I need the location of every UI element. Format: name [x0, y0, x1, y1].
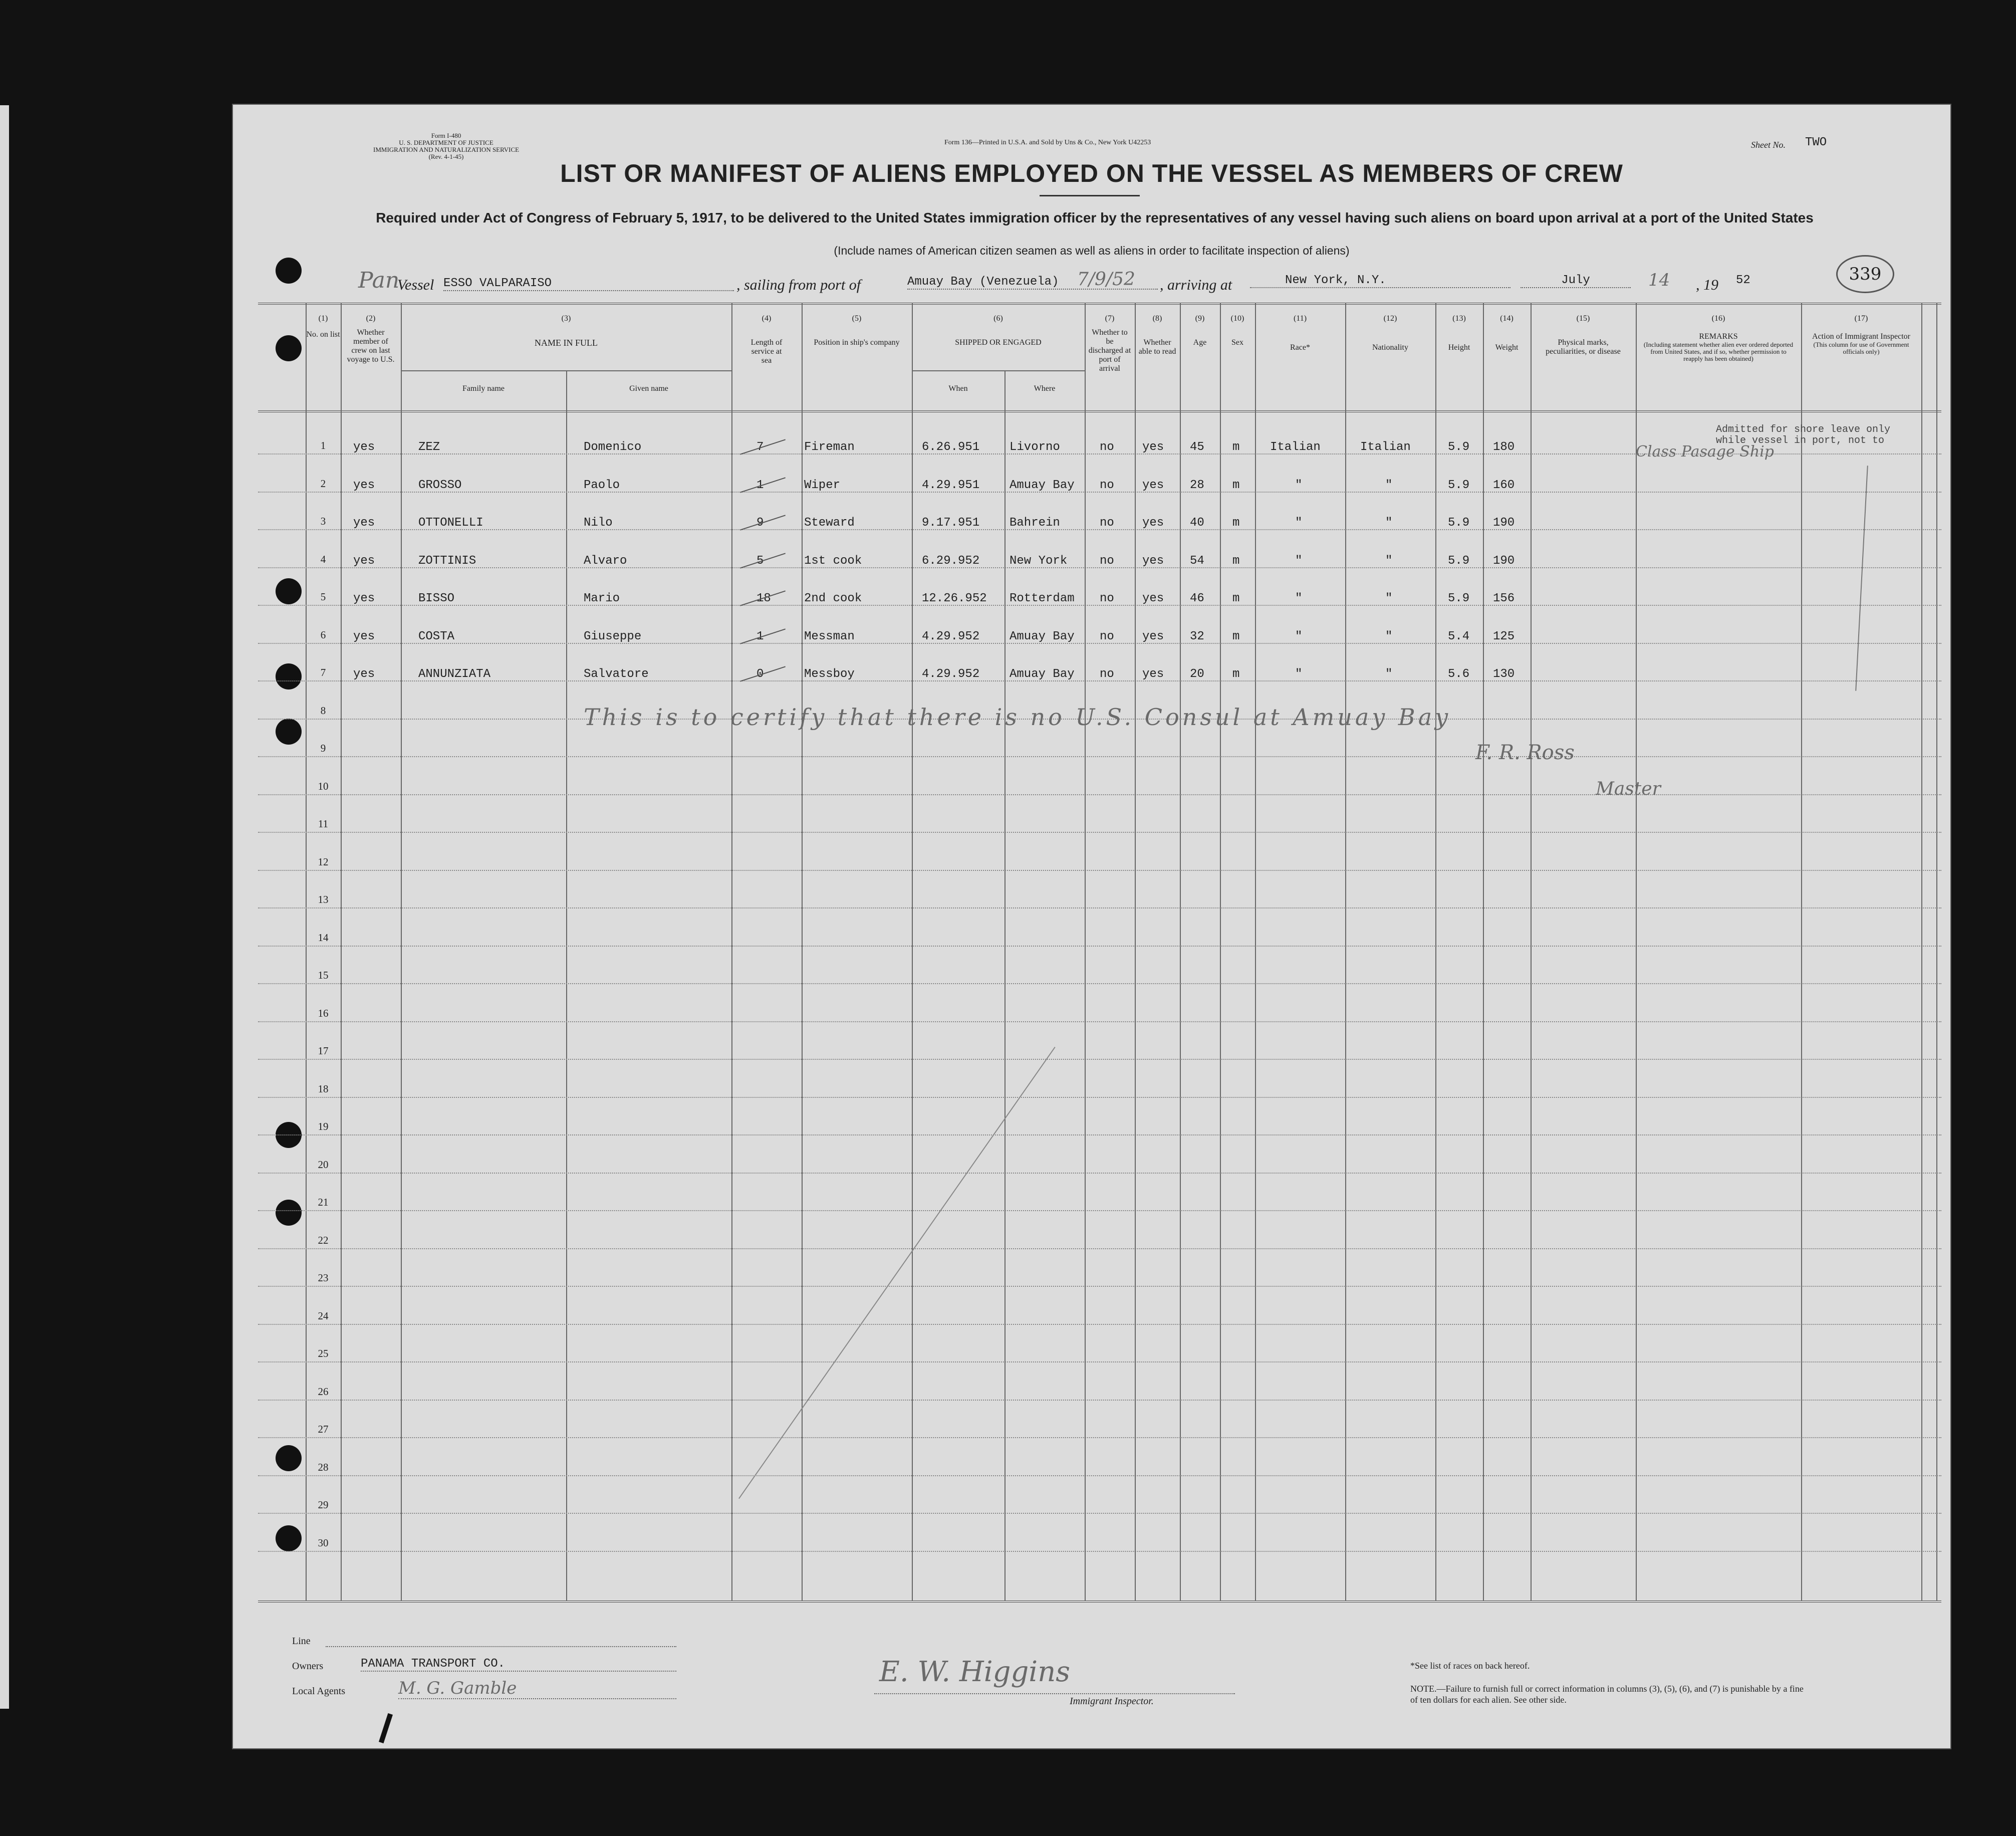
line-number: 19	[318, 1120, 329, 1132]
line-number: 15	[318, 969, 329, 981]
col-10-header: (10) Sex	[1230, 314, 1244, 347]
col-8-header: (8) Whether able to read	[1138, 314, 1176, 356]
line-number: 26	[318, 1385, 329, 1398]
able-to-read-cell: yes	[1142, 554, 1164, 568]
shipped-when-cell: 4.29.952	[922, 667, 980, 681]
table-bottom-border	[258, 1600, 1941, 1602]
footer-agents-value: M. G. Gamble	[398, 1678, 676, 1699]
hand-prefix: Pan	[358, 268, 400, 293]
line-number: 16	[318, 1007, 329, 1019]
service-length-cell: 9	[757, 516, 764, 530]
footer-agents-label: Local Agents	[292, 1686, 346, 1697]
race-cell: "	[1295, 478, 1303, 492]
col-3-family-header: Family name	[462, 384, 505, 393]
height-cell: 5.9	[1448, 554, 1470, 568]
line-number: 20	[318, 1158, 329, 1171]
punch-hole	[276, 1200, 302, 1226]
punch-hole	[276, 258, 302, 284]
position-cell: Fireman	[804, 440, 855, 454]
line-number: 8	[320, 704, 326, 717]
inspector-sign-line	[874, 1693, 1235, 1694]
shipped-when-cell: 6.29.952	[922, 554, 980, 568]
remark-ditto-line	[1855, 466, 1868, 691]
service-length-cell: 7	[757, 440, 764, 454]
arrival-day: 14	[1648, 270, 1670, 290]
printer-line: Form 136—Printed in U.S.A. and Sold by Uns & Co., New York U42253	[944, 139, 1151, 146]
line-number: 5	[320, 591, 326, 603]
page-title: LIST OR MANIFEST OF ALIENS EMPLOYED ON THE VESSEL AS MEMBERS OF CREW	[560, 159, 1623, 187]
sailing-label: , sailing from port of	[736, 277, 861, 293]
shipped-where-cell: Amuay Bay	[1010, 667, 1075, 681]
ink-mark	[379, 1713, 393, 1743]
family-name-cell: ZOTTINIS	[418, 554, 476, 568]
shipped-where-cell: Bahrein	[1010, 516, 1060, 530]
shipped-when-cell: 12.26.952	[922, 592, 987, 605]
remark-stamp: Admitted for shore leave only while vessel in port, not to	[1716, 424, 1891, 446]
certify-hand: This is to certify that there is no U.S. Consul at Amuay Bay	[584, 704, 1451, 731]
nationality-cell: "	[1385, 516, 1393, 530]
line-number: 6	[320, 628, 326, 641]
col-5-header: (5) Position in ship's company	[814, 314, 900, 347]
row-rule	[258, 1324, 1941, 1325]
race-cell: "	[1295, 629, 1303, 643]
row-rule	[258, 1286, 1941, 1287]
col-12-header: (12) Nationality	[1372, 314, 1408, 352]
member-last-voyage-cell: yes	[353, 629, 375, 643]
arrival-month: July	[1521, 274, 1631, 288]
weight-cell: 130	[1493, 667, 1515, 681]
nationality-cell: "	[1385, 554, 1393, 568]
sailing-date: 7/9/52	[1077, 269, 1135, 290]
shipped-where-cell: New York	[1010, 554, 1068, 568]
year-prefix: , 19	[1696, 277, 1718, 293]
diagonal-cancel-line	[738, 1047, 1056, 1499]
member-last-voyage-cell: yes	[353, 516, 375, 530]
col-3-given-header: Given name	[629, 384, 668, 393]
weight-cell: 190	[1493, 554, 1515, 568]
arriving-port: New York, N.Y.	[1250, 274, 1510, 288]
nationality-cell: "	[1385, 592, 1393, 605]
line-number: 29	[318, 1499, 329, 1511]
punch-hole	[276, 1445, 302, 1471]
discharged-cell: no	[1100, 516, 1114, 530]
position-cell: Messman	[804, 629, 855, 643]
family-name-cell: ANNUNZIATA	[418, 667, 491, 681]
shipped-where-cell: Livorno	[1010, 440, 1060, 454]
height-cell: 5.4	[1448, 629, 1470, 643]
row-rule	[258, 983, 1941, 984]
given-name-cell: Domenico	[584, 440, 642, 454]
line-number: 11	[318, 818, 329, 830]
shipped-where-cell: Rotterdam	[1010, 592, 1075, 605]
sheet-number: TWO	[1805, 136, 1827, 149]
family-name-cell: GROSSO	[418, 478, 462, 492]
height-cell: 5.9	[1448, 478, 1470, 492]
age-cell: 28	[1190, 478, 1204, 492]
department: U. S. DEPARTMENT OF JUSTICE	[399, 139, 493, 146]
revision: (Rev. 4-1-45)	[428, 153, 464, 160]
punch-hole	[276, 335, 302, 361]
given-name-cell: Mario	[584, 592, 620, 605]
table-top-border	[258, 303, 1941, 305]
age-cell: 40	[1190, 516, 1204, 530]
sex-cell: m	[1232, 478, 1240, 492]
col-6-where-header: Where	[1034, 384, 1056, 393]
inspector-label: Immigrant Inspector.	[1070, 1696, 1154, 1707]
col-4-header: (4) Length of service at sea	[750, 314, 783, 365]
footer-owners-value: PANAMA TRANSPORT CO.	[361, 1657, 676, 1672]
line-number: 2	[320, 477, 326, 490]
line-number: 10	[318, 780, 329, 792]
member-last-voyage-cell: yes	[353, 554, 375, 568]
col-3-header: (3) NAME IN FULL	[535, 314, 598, 348]
race-cell: "	[1295, 554, 1303, 568]
line-number: 7	[320, 666, 326, 678]
row-rule	[258, 1551, 1941, 1552]
sex-cell: m	[1232, 440, 1240, 454]
punch-hole	[276, 1525, 302, 1551]
member-last-voyage-cell: yes	[353, 440, 375, 454]
footer-owners-label: Owners	[292, 1661, 324, 1672]
height-cell: 5.6	[1448, 667, 1470, 681]
service-length-cell: 0	[757, 667, 764, 681]
shipped-when-cell: 9.17.951	[922, 516, 980, 530]
able-to-read-cell: yes	[1142, 516, 1164, 530]
col-11-header: (11) Race*	[1290, 314, 1310, 352]
stamp-number: 339	[1836, 255, 1894, 293]
given-name-cell: Nilo	[584, 516, 613, 530]
weight-cell: 156	[1493, 592, 1515, 605]
height-cell: 5.9	[1448, 592, 1470, 605]
position-cell: Steward	[804, 516, 855, 530]
col-6-header: (6) SHIPPED OR ENGAGED	[955, 314, 1042, 347]
row-rule	[258, 794, 1941, 795]
sex-cell: m	[1232, 516, 1240, 530]
discharged-cell: no	[1100, 478, 1114, 492]
service-length-cell: 1	[757, 629, 764, 643]
line-number: 27	[318, 1423, 329, 1435]
master-title: Master	[1596, 779, 1661, 799]
row-rule	[258, 1173, 1941, 1174]
race-cell: Italian	[1270, 440, 1321, 454]
race-cell: "	[1295, 592, 1303, 605]
punch-hole	[276, 719, 302, 745]
sailing-port: Amuay Bay (Venezuela)	[907, 275, 1158, 290]
row-rule	[258, 1513, 1941, 1514]
col-2-header: (2) Whether member of crew on last voyage to U.S.	[347, 314, 395, 364]
row-rule	[258, 1437, 1941, 1438]
line-number: 18	[318, 1082, 329, 1095]
able-to-read-cell: yes	[1142, 592, 1164, 605]
line-number: 24	[318, 1309, 329, 1322]
line-number: 22	[318, 1234, 329, 1246]
col-6-when-header: When	[948, 384, 968, 393]
given-name-cell: Giuseppe	[584, 629, 642, 643]
height-cell: 5.9	[1448, 516, 1470, 530]
race-cell: "	[1295, 516, 1303, 530]
row-rule	[258, 1097, 1941, 1098]
able-to-read-cell: yes	[1142, 440, 1164, 454]
row-rule	[258, 1248, 1941, 1249]
line-number: 13	[318, 893, 329, 905]
col-16-header: (16) REMARKS (Including statement whether alien ever ordered deported from United States, and if so, whether permission to reapply has been obtained)	[1643, 314, 1794, 362]
vessel-label: Vessel	[397, 277, 434, 293]
able-to-read-cell: yes	[1142, 478, 1164, 492]
row-rule	[258, 946, 1941, 947]
manifest-page	[232, 104, 1951, 1749]
position-cell: 2nd cook	[804, 592, 862, 605]
arriving-label: , arriving at	[1160, 277, 1232, 293]
col-13-header: (13) Height	[1448, 314, 1470, 352]
race-cell: "	[1295, 667, 1303, 681]
sex-cell: m	[1232, 554, 1240, 568]
line-number: 30	[318, 1536, 329, 1549]
page-subtitle: Required under Act of Congress of February 5, 1917, to be delivered to the United States immigration officer by the representatives of any vessel having such aliens on board upon arrival at a port of the United States	[376, 210, 1814, 225]
inspector-signature: E. W. Higgins	[879, 1656, 1071, 1688]
discharged-cell: no	[1100, 440, 1114, 454]
footer-line-field	[326, 1638, 676, 1647]
age-cell: 46	[1190, 592, 1204, 605]
form-id-block	[373, 132, 519, 160]
age-cell: 20	[1190, 667, 1204, 681]
line-number: 3	[320, 515, 326, 527]
weight-cell: 190	[1493, 516, 1515, 530]
nationality-cell: "	[1385, 629, 1393, 643]
given-name-cell: Alvaro	[584, 554, 627, 568]
sex-cell: m	[1232, 629, 1240, 643]
col-14-header: (14) Weight	[1495, 314, 1519, 352]
family-name-cell: BISSO	[418, 592, 455, 605]
form-number: Form I-480	[431, 132, 461, 139]
col-15-header: (15) Physical marks, peculiarities, or disease	[1546, 314, 1621, 356]
able-to-read-cell: yes	[1142, 667, 1164, 681]
family-name-cell: ZEZ	[418, 440, 440, 454]
age-cell: 54	[1190, 554, 1204, 568]
line-number: 14	[318, 931, 329, 944]
weight-cell: 180	[1493, 440, 1515, 454]
punch-hole	[276, 578, 302, 604]
table-header-bottom	[258, 410, 1941, 412]
col-7-header: (7) Whether to be discharged at port of arrival	[1088, 314, 1131, 373]
member-last-voyage-cell: yes	[353, 592, 375, 605]
nationality-cell: "	[1385, 667, 1393, 681]
line-number: 23	[318, 1272, 329, 1284]
vessel-name: ESSO VALPARAISO	[443, 277, 734, 291]
line-number: 17	[318, 1045, 329, 1057]
row-rule	[258, 1059, 1941, 1060]
row-rule	[258, 1475, 1941, 1476]
position-cell: 1st cook	[804, 554, 862, 568]
family-name-cell: OTTONELLI	[418, 516, 483, 530]
service-length-cell: 1	[757, 478, 764, 492]
races-note: *See list of races on back hereof.	[1410, 1661, 1530, 1671]
given-name-cell: Salvatore	[584, 667, 649, 681]
nationality-cell: Italian	[1360, 440, 1411, 454]
weight-cell: 125	[1493, 629, 1515, 643]
row-rule	[258, 907, 1941, 908]
position-cell: Wiper	[804, 478, 841, 492]
row-rule	[258, 756, 1941, 757]
discharged-cell: no	[1100, 592, 1114, 605]
line-number: 12	[318, 855, 329, 868]
shipped-where-cell: Amuay Bay	[1010, 478, 1075, 492]
col-17-header: (17) Action of Immigrant Inspector (This column for use of Government officials only)	[1812, 314, 1910, 355]
col-9-header: (9) Age	[1193, 314, 1207, 347]
page-subtitle-note: (Include names of American citizen seamen as well as aliens in order to facilitate inspection of aliens)	[834, 244, 1350, 257]
discharged-cell: no	[1100, 629, 1114, 643]
row-rule	[258, 1021, 1941, 1022]
age-cell: 32	[1190, 629, 1204, 643]
height-cell: 5.9	[1448, 440, 1470, 454]
row-rule	[258, 1210, 1941, 1211]
sex-cell: m	[1232, 592, 1240, 605]
line-number: 1	[320, 439, 326, 451]
row-rule	[258, 832, 1941, 833]
line-number: 28	[318, 1461, 329, 1473]
row-rule	[258, 870, 1941, 871]
age-cell: 45	[1190, 440, 1204, 454]
punch-hole	[276, 663, 302, 690]
service-length-cell: 18	[757, 592, 771, 605]
row-rule	[258, 1134, 1941, 1135]
line-number: 9	[320, 742, 326, 754]
shipped-when-cell: 4.29.952	[922, 629, 980, 643]
service-name: IMMIGRATION AND NATURALIZATION SERVICE	[373, 146, 520, 153]
discharged-cell: no	[1100, 554, 1114, 568]
line-number: 4	[320, 553, 326, 565]
able-to-read-cell: yes	[1142, 629, 1164, 643]
weight-cell: 160	[1493, 478, 1515, 492]
nationality-cell: "	[1385, 478, 1393, 492]
sex-cell: m	[1232, 667, 1240, 681]
col-1-header: (1) No. on list	[306, 314, 340, 339]
shipped-when-cell: 6.26.951	[922, 440, 980, 454]
member-last-voyage-cell: yes	[353, 478, 375, 492]
shipped-when-cell: 4.29.951	[922, 478, 980, 492]
arrival-year: 52	[1736, 274, 1750, 287]
discharged-cell: no	[1100, 667, 1114, 681]
family-name-cell: COSTA	[418, 629, 455, 643]
row-rule	[258, 1400, 1941, 1401]
line-number: 25	[318, 1347, 329, 1359]
row-rule	[258, 1361, 1941, 1362]
title-rule	[1040, 195, 1140, 196]
remark-hand: Class Pasage Ship	[1636, 443, 1774, 461]
given-name-cell: Paolo	[584, 478, 620, 492]
sheet-label: Sheet No.	[1751, 140, 1786, 150]
adjacent-page-edge	[0, 105, 9, 1709]
shipped-where-cell: Amuay Bay	[1010, 629, 1075, 643]
member-last-voyage-cell: yes	[353, 667, 375, 681]
line-number: 21	[318, 1196, 329, 1208]
fine-note: NOTE.—Failure to furnish full or correct information in columns (3), (5), (6), and (7) is punishable by a fine of ten dollars for each alien. See other side.	[1410, 1684, 1804, 1705]
footer-line-label: Line	[292, 1636, 311, 1647]
master-signature: F. R. Ross	[1475, 741, 1575, 764]
position-cell: Messboy	[804, 667, 855, 681]
service-length-cell: 5	[757, 554, 764, 568]
